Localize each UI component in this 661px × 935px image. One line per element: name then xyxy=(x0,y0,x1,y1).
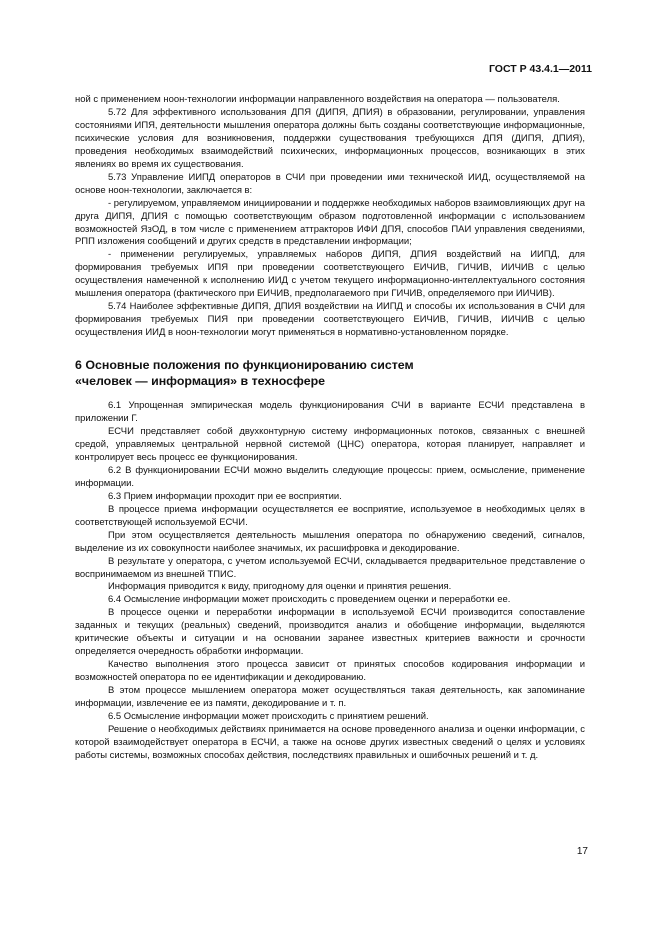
paragraph: ЕСЧИ представляет собой двухконтурную систему информационных потоков, связанных с внешней средой, управляемых центральной нервной системой (ЦНС) оператора, которая планирует, направляет и контролирует весь процесс ее функционирования. xyxy=(75,426,585,463)
paragraph: - регулируемом, управляемом инициировании и поддержке необходимых наборов взаимовлияющих друг на друга ДИПЯ, ДПИЯ с помощью соответствующим образом подготовленной информации с использованием возможностей ЯзОД, в том числе с применением аттракторов ИФИ ДПЯ, способов ПАИ управления сведениями, РПП изложения сообщений и других средств в представлении информации; xyxy=(75,197,585,248)
document-header: ГОСТ Р 43.4.1—2011 xyxy=(488,63,592,75)
page-body xyxy=(75,94,585,763)
paragraph: ной с применением ноон-технологии информации направленного воздействия на оператора — пользователя. xyxy=(75,94,560,105)
paragraph: 6.3 Прием информации проходит при ее восприятии. xyxy=(108,490,342,502)
section-heading-line2: «человек — информация» в техносфере xyxy=(75,373,326,388)
paragraph: 5.73 Управление ИИПД операторов в СЧИ при проведении ими технической ИИД, осуществляемой на основе ноон-технологии, заключается в: xyxy=(75,171,585,196)
paragraph: В процессе оценки и переработки информации в используемой ЕСЧИ производится сопоставление заданных и текущих (реальных) сведений, производится анализ и обобщение информации, выделяются критические объекты и ситуации и на основании заранее известных критериев важности и срочности определяется очередность обработки информации. xyxy=(75,607,585,658)
paragraph: 6.1 Упрощенная эмпирическая модель функционирования СЧИ в варианте ЕСЧИ представлена в приложении Г. xyxy=(75,400,585,425)
page-number: 17 xyxy=(576,846,588,857)
paragraph: Решение о необходимых действиях принимается на основе проведенного анализа и оценки информации, с которой взаимодействует оператора в ЕСЧИ, а также на основе других известных сведений о целях и условиях работы системы, возможных способах действия, последствиях правильных и ошибочных решений и т. д. xyxy=(75,723,585,761)
paragraph: 5.74 Наиболее эффективные ДИПЯ, ДПИЯ воздействии на ИИПД и способы их использования в СЧИ для формирования требуемых ПИЯ при проведении соответствующего ЕИЧИВ, ГИЧИВ, ИИЧИВ с целью осуществления ИИД в ноон-технологии могут применяться в нормативно-установленном порядке. xyxy=(75,301,585,339)
paragraph: В процессе приема информации осуществляется ее восприятие, используемое в необходимых целях в соответствующей используемой ЕСЧИ. xyxy=(75,503,585,528)
paragraphs-before-section xyxy=(75,94,585,340)
paragraph: 6.2 В функционировании ЕСЧИ можно выделить следующие процессы: прием, осмысление, применение информации. xyxy=(75,464,585,489)
paragraph: 5.72 Для эффективного использования ДПЯ (ДИПЯ, ДПИЯ) в образовании, регулировании, управления состояниями ИПЯ, деятельности мышления оператора должны быть созданы соответствующие информационные, психические условия для возникновения, поддержки существования требующихся ДПЯ (ДИПЯ, ДПИЯ), проведения необходимых взаимодействий психических, информационных процессов, возникающих в этих явлениях во время их существования. xyxy=(75,106,585,170)
paragraph: 6.5 Осмысление информации может происходить с принятием решений. xyxy=(108,710,429,722)
paragraph: При этом осуществляется деятельность мышления оператора по обнаружению сведений, сигналов, выделение из их совокупности наиболее значимых, их расшифровка и декодирование. xyxy=(75,529,585,554)
section-heading xyxy=(75,358,585,389)
paragraph: Информация приводится к виду, пригодному для оценки и принятия решения. xyxy=(108,581,452,593)
paragraph: 6.4 Осмысление информации может происходить с проведением оценки и переработки ее. xyxy=(108,594,511,606)
paragraph: В этом процессе мышлением оператора может осуществляться такая деятельность, как запоминание информации, извлечение ее из памяти, декодирование и т. п. xyxy=(75,685,585,710)
section-heading-line1: 6 Основные положения по функционированию систем xyxy=(75,358,414,373)
paragraph: В результате у оператора, с учетом используемой ЕСЧИ, складывается предварительное представление о воспринимаемом из внешней ТПИС. xyxy=(75,555,585,580)
paragraph: - применении регулируемых, управляемых наборов ДИПЯ, ДПИЯ воздействий на ИИПД, для формирования требуемых ИПЯ при проведении соответствующего ЕИЧИВ, ГИЧИВ, ИИЧИВ с целью осуществления намеченной к исполнению ИИД с учетом текущего информационно-интеллектуального состояния мышления оператора (фактического при ЕИЧИВ, предполагаемого при ГИЧИВ, определяемого при ИИЧИВ). xyxy=(75,249,585,300)
paragraph: Качество выполнения этого процесса зависит от принятых способов кодирования информации и возможностей оператора по ее идентификации и декодированию. xyxy=(75,659,585,684)
paragraphs-after-section xyxy=(75,400,585,763)
